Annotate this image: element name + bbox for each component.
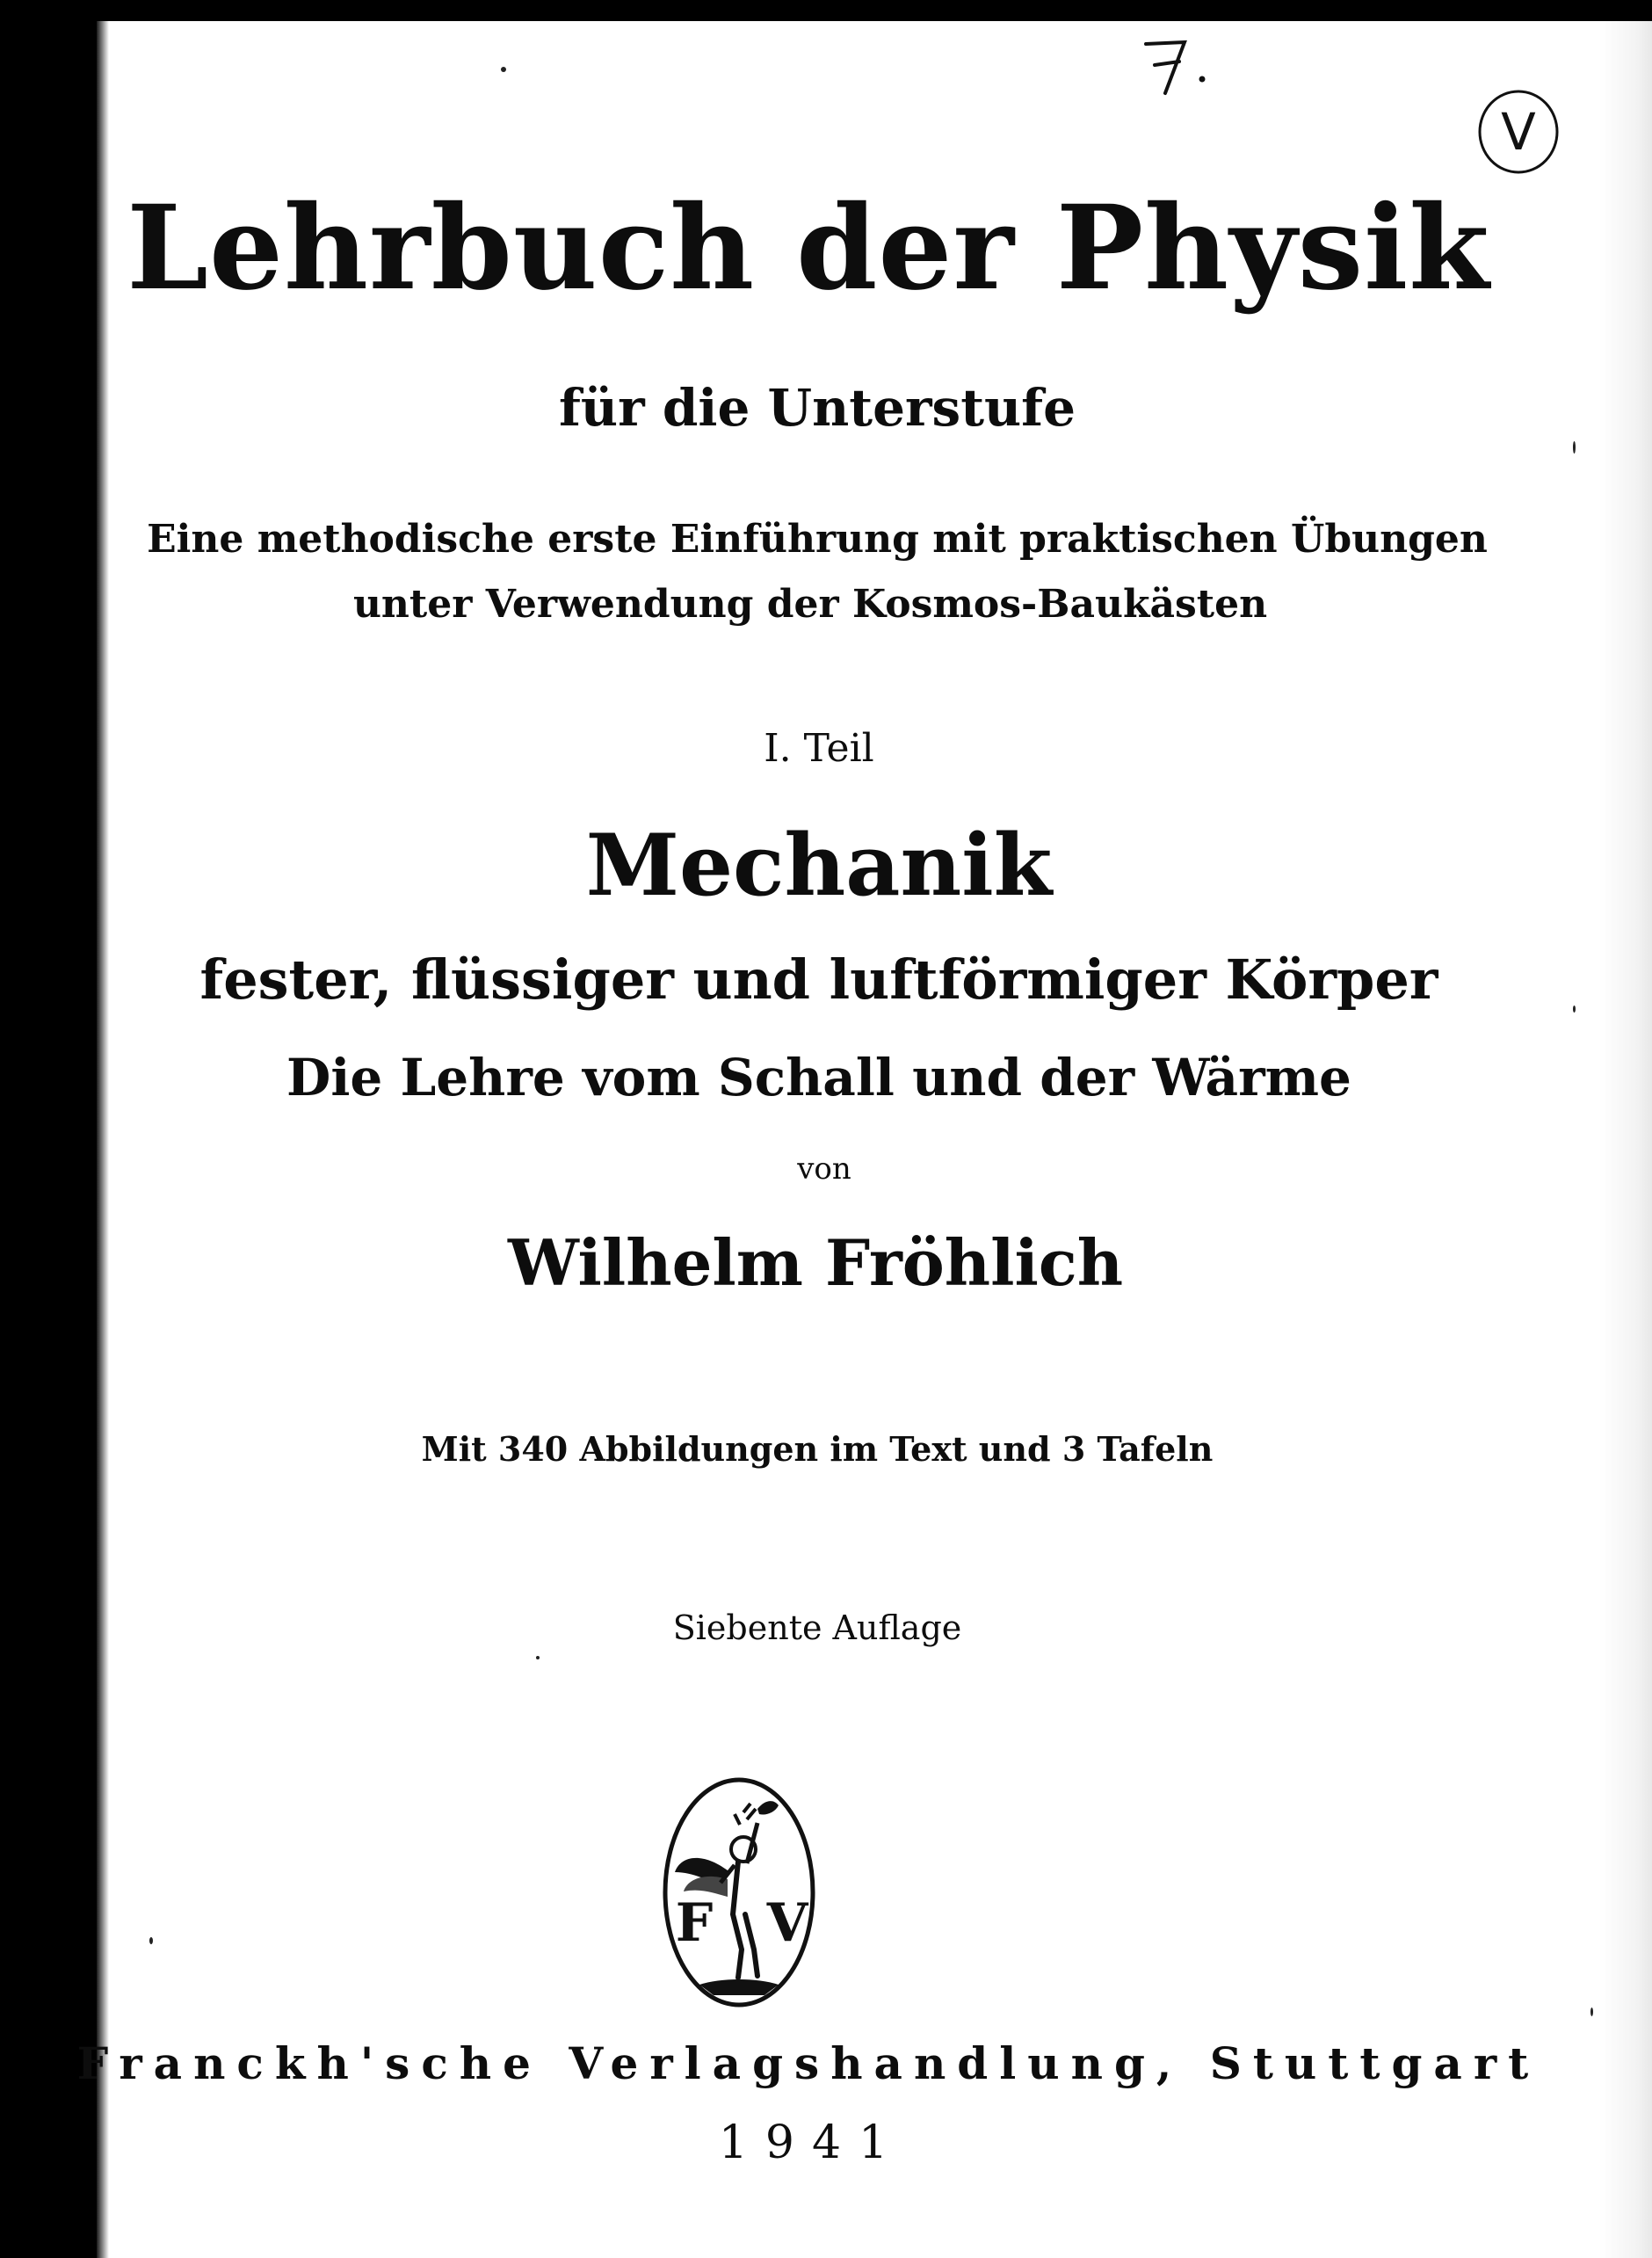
scan-speck <box>1590 2008 1593 2016</box>
topic-heading: Mechanik <box>585 816 1053 915</box>
publication-year: 1941 <box>718 2116 906 2169</box>
by-label: von <box>797 1151 851 1187</box>
handwritten-number-annotation <box>1139 35 1218 105</box>
scan-speck <box>149 1937 153 1944</box>
monogram-left: F <box>675 1892 714 1954</box>
description-line-2: unter Verwendung der Kosmos-Baukästen <box>352 582 1268 627</box>
title-page <box>97 21 1652 2258</box>
illustrations-note: Mit 340 Abbildungen im Text und 3 Tafeln <box>421 1429 1214 1469</box>
scan-border-top <box>0 0 1652 23</box>
scan-border-left <box>0 0 98 2258</box>
topic-line-2: fester, flüssiger und luftförmiger Körper <box>199 947 1438 1012</box>
edition-label: Siebente Auflage <box>672 1608 962 1647</box>
author-name: Wilhelm Fröhlich <box>507 1225 1124 1300</box>
monogram-right: V <box>766 1892 808 1954</box>
page-edge <box>1599 21 1652 2258</box>
circled-mark-annotation <box>1473 86 1564 178</box>
scan-shadow <box>97 21 109 2258</box>
publisher-name: Franckh'sche Verlagshandlung, Stuttgart <box>76 2037 1540 2089</box>
scan-speck <box>536 1656 540 1659</box>
winged-figure-emblem-icon <box>659 1774 819 2011</box>
book-title: Lehrbuch der Physik <box>127 180 1490 316</box>
topic-line-3: Die Lehre vom Schall und der Wärme <box>286 1048 1351 1107</box>
scan-speck <box>1573 441 1576 454</box>
circled-mark-text: V <box>1501 102 1536 162</box>
book-subtitle: für die Unterstufe <box>558 378 1076 438</box>
scan-speck <box>501 67 506 72</box>
description-line-1: Eine methodische erste Einführung mit praktischen Übungen <box>147 517 1488 562</box>
part-label: I. Teil <box>764 726 874 771</box>
